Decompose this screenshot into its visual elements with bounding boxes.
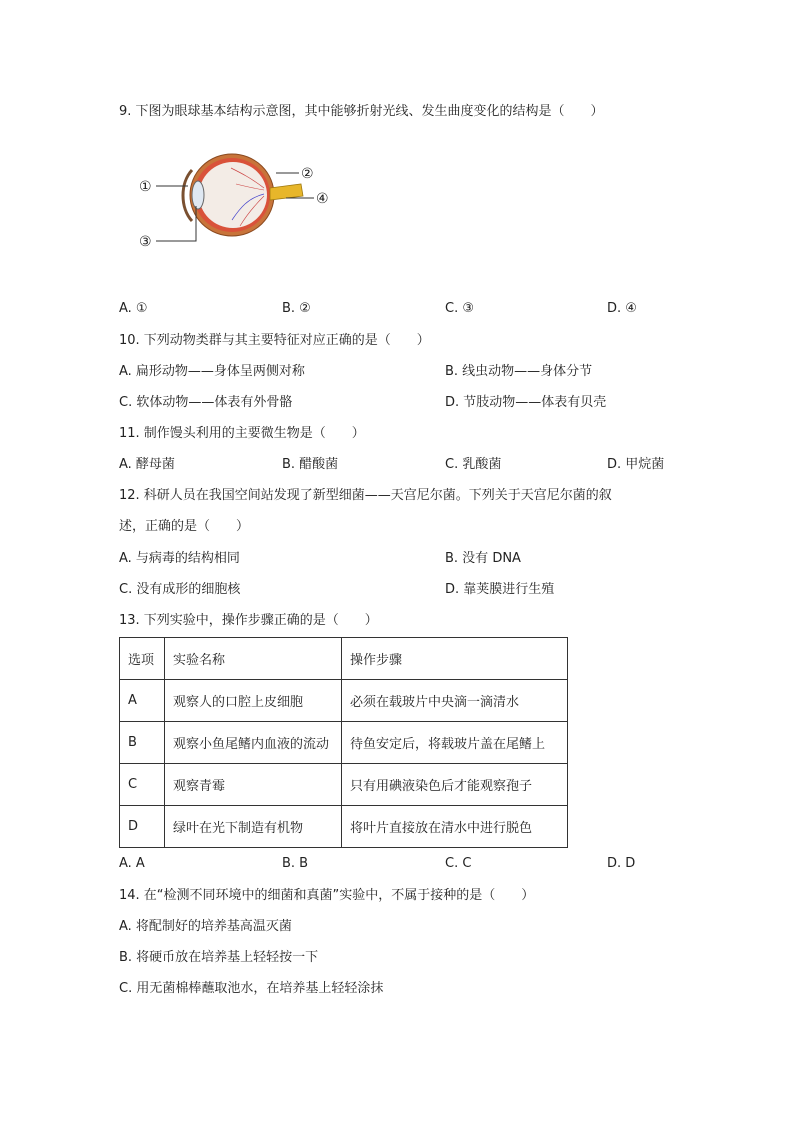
table-row — [120, 680, 568, 722]
q14-option-a[interactable]: A. 将配制好的培养基高温灭菌 — [119, 919, 292, 934]
q12-option-d[interactable]: D. 靠荚膜进行生殖 — [445, 582, 555, 597]
q10-option-c[interactable]: C. 软体动物——体表有外骨骼 — [119, 395, 293, 410]
question-9-stem: 9. 下图为眼球基本结构示意图，其中能够折射光线、发生曲度变化的结构是（ ） — [119, 104, 604, 119]
table-cell: 观察小鱼尾鳍内血液的流动 — [165, 722, 342, 764]
table-cell: C — [120, 764, 165, 806]
table-cell: 只有用碘液染色后才能观察孢子 — [342, 764, 568, 806]
q11-option-b[interactable]: B. 醋酸菌 — [282, 457, 339, 472]
q10-option-a[interactable]: A. 扁形动物——身体呈两侧对称 — [119, 364, 305, 379]
q11-option-a[interactable]: A. 酵母菌 — [119, 457, 175, 472]
label-1: ① — [139, 179, 152, 195]
table-cell: 观察人的口腔上皮细胞 — [165, 680, 342, 722]
question-12-stem-line2: 述，正确的是（ ） — [119, 519, 250, 534]
q9-option-b[interactable]: B. ② — [282, 301, 311, 316]
q11-option-d[interactable]: D. 甲烷菌 — [607, 457, 665, 472]
label-4: ④ — [316, 191, 329, 207]
question-13-stem: 13. 下列实验中，操作步骤正确的是（ ） — [119, 613, 378, 628]
question-10-stem: 10. 下列动物类群与其主要特征对应正确的是（ ） — [119, 333, 430, 348]
table-header-row — [120, 638, 568, 680]
q9-option-c[interactable]: C. ③ — [445, 301, 474, 316]
table-cell: B — [120, 722, 165, 764]
q13-option-b[interactable]: B. B — [282, 856, 309, 871]
label-3: ③ — [139, 234, 152, 248]
q13-option-d[interactable]: D. D — [607, 856, 636, 871]
table-cell: A — [120, 680, 165, 722]
table-row — [120, 764, 568, 806]
table-cell: 观察青霉 — [165, 764, 342, 806]
label-2: ② — [301, 166, 314, 182]
q11-option-c[interactable]: C. 乳酸菌 — [445, 457, 502, 472]
table-cell: 待鱼安定后，将载玻片盖在尾鳍上 — [342, 722, 568, 764]
q14-option-b[interactable]: B. 将硬币放在培养基上轻轻按一下 — [119, 950, 319, 965]
table-header-cell: 选项 — [120, 638, 165, 680]
question-11-stem: 11. 制作馒头利用的主要微生物是（ ） — [119, 426, 365, 441]
q12-option-a[interactable]: A. 与病毒的结构相同 — [119, 551, 240, 566]
q14-option-c[interactable]: C. 用无菌棉棒蘸取池水，在培养基上轻轻涂抹 — [119, 981, 384, 996]
q9-option-d[interactable]: D. ④ — [607, 301, 637, 316]
q9-option-a[interactable]: A. ① — [119, 301, 148, 316]
table-cell: D — [120, 806, 165, 848]
table-cell: 将叶片直接放在清水中进行脱色 — [342, 806, 568, 848]
q13-option-c[interactable]: C. C — [445, 856, 472, 871]
q12-option-c[interactable]: C. 没有成形的细胞核 — [119, 582, 241, 597]
question-12-stem-line1: 12. 科研人员在我国空间站发现了新型细菌——天宫尼尔菌。下列关于天宫尼尔菌的叙 — [119, 488, 612, 503]
q10-option-d[interactable]: D. 节肢动物——体表有贝壳 — [445, 395, 607, 410]
table-row — [120, 722, 568, 764]
eyeball-diagram — [136, 148, 336, 248]
table-cell: 必须在载玻片中央滴一滴清水 — [342, 680, 568, 722]
q12-option-b[interactable]: B. 没有 DNA — [445, 551, 521, 566]
question-14-stem: 14. 在“检测不同环境中的细菌和真菌”实验中，不属于接种的是（ ） — [119, 888, 535, 903]
q13-option-a[interactable]: A. A — [119, 856, 145, 871]
table-row — [120, 806, 568, 848]
table-cell: 绿叶在光下制造有机物 — [165, 806, 342, 848]
table-header-cell: 实验名称 — [165, 638, 342, 680]
q10-option-b[interactable]: B. 线虫动物——身体分节 — [445, 364, 593, 379]
experiment-table — [119, 637, 568, 848]
table-header-cell: 操作步骤 — [342, 638, 568, 680]
